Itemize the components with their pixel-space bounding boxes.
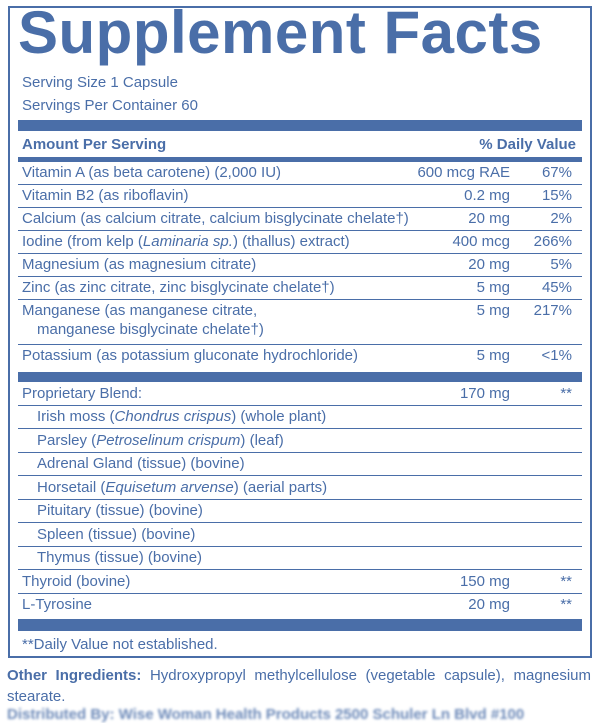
footnote: **Daily Value not established. bbox=[22, 636, 218, 653]
blend-ingredient-row bbox=[10, 406, 590, 429]
latin-name: Petroselinum crispum bbox=[96, 431, 241, 449]
blend-ingredient-row bbox=[10, 453, 590, 476]
nutrient-row bbox=[10, 208, 590, 231]
ingredient-amount: 150 mg bbox=[459, 572, 510, 590]
name-text: Horsetail ( bbox=[37, 478, 106, 496]
name-text: Adrenal Gland (tissue) (bovine) bbox=[37, 455, 245, 472]
other-ingredients-label: Other Ingredients: bbox=[7, 667, 142, 684]
nutrient-row bbox=[10, 231, 590, 254]
name-text: Vitamin B2 (as riboflavin) bbox=[22, 187, 189, 204]
nutrient-name bbox=[37, 502, 203, 519]
nutrient-name bbox=[22, 347, 358, 364]
latin-name: Laminaria sp. bbox=[142, 233, 233, 250]
supplement-facts-panel bbox=[8, 0, 592, 658]
nutrient-name bbox=[37, 408, 326, 425]
ingredient-daily-value: ** bbox=[560, 596, 572, 613]
nutrient-amount: 5 mg bbox=[476, 279, 510, 296]
nutrient-row bbox=[10, 300, 590, 345]
name-text-suffix: ) (aerial parts) bbox=[233, 478, 328, 496]
nutrient-row bbox=[10, 162, 590, 185]
name-text: Irish moss ( bbox=[37, 408, 115, 425]
name-text: Manganese (as manganese citrate, bbox=[22, 302, 258, 319]
nutrient-amount: 5 mg bbox=[476, 347, 510, 364]
nutrient-name bbox=[22, 210, 409, 227]
name-text-suffix: ) (whole plant) bbox=[231, 408, 327, 425]
blend-row bbox=[10, 383, 590, 406]
name-text: Pituitary (tissue) (bovine) bbox=[37, 502, 203, 519]
name-text: Calcium (as calcium citrate, calcium bisglycinate chelate†) bbox=[22, 210, 409, 227]
latin-name: Equisetum arvense bbox=[105, 478, 234, 496]
nutrient-daily-value: 67% bbox=[541, 164, 572, 181]
nutrient-amount: 20 mg bbox=[468, 256, 510, 273]
nutrient-amount: 400 mcg bbox=[452, 233, 510, 250]
nutrient-daily-value: 45% bbox=[541, 279, 572, 296]
nutrient-daily-value: <1% bbox=[541, 347, 572, 364]
ingredient-name: L-Tyrosine bbox=[22, 596, 93, 613]
latin-name: Chondrus crispus bbox=[114, 408, 232, 425]
nutrient-amount: 0.2 mg bbox=[464, 187, 510, 204]
nutrient-name bbox=[37, 549, 202, 566]
nutrient-name bbox=[22, 187, 188, 204]
servings-per-container: Servings Per Container 60 bbox=[22, 97, 198, 114]
ingredient-row bbox=[10, 571, 590, 594]
nutrient-name bbox=[22, 256, 256, 273]
blend-ingredient-row bbox=[10, 524, 590, 547]
name-text: Vitamin A (as beta carotene) (2,000 IU) bbox=[22, 164, 282, 181]
ingredient-daily-value: ** bbox=[560, 572, 572, 590]
nutrient-name bbox=[37, 479, 327, 496]
blend-ingredient-row bbox=[10, 500, 590, 523]
nutrient-name bbox=[37, 526, 195, 543]
name-text: Zinc (as zinc citrate, zinc bisglycinate chelate†) bbox=[22, 279, 335, 296]
name-text: Potassium (as potassium gluconate hydrochloride) bbox=[22, 347, 358, 364]
name-text: Parsley ( bbox=[37, 431, 97, 449]
amount-per-serving-header: Amount Per Serving bbox=[22, 136, 167, 153]
distributed-by: Distributed By: Wise Woman Health Products 2500 Schuler Ln Blvd #100 bbox=[7, 706, 525, 723]
other-ingredients-text: Hydroxypropyl methylcellulose (vegetable capsule), magnesium stearate. bbox=[7, 667, 592, 705]
panel-title: Supplement Facts bbox=[18, 0, 543, 66]
daily-value-header: % Daily Value bbox=[479, 136, 576, 153]
ingredient-row bbox=[10, 594, 590, 617]
blend-name: Proprietary Blend: bbox=[22, 385, 143, 402]
nutrient-amount: 600 mcg RAE bbox=[417, 164, 510, 181]
thick-divider-top bbox=[18, 120, 582, 131]
nutrient-amount: 5 mg bbox=[476, 302, 510, 319]
name-text: Magnesium (as magnesium citrate) bbox=[22, 256, 257, 273]
serving-size: Serving Size 1 Capsule bbox=[22, 74, 178, 91]
blend-ingredient-row bbox=[10, 430, 590, 453]
nutrient-row bbox=[10, 345, 590, 368]
nutrient-daily-value: 217% bbox=[533, 302, 572, 319]
nutrient-daily-value: 266% bbox=[533, 233, 572, 250]
nutrient-name bbox=[22, 164, 281, 181]
blend-daily-value: ** bbox=[560, 385, 572, 402]
nutrient-daily-value: 15% bbox=[541, 187, 572, 204]
nutrient-name bbox=[22, 302, 257, 319]
ingredient-name: Thyroid (bovine) bbox=[22, 572, 131, 590]
blend-amount: 170 mg bbox=[459, 385, 510, 402]
name-text-suffix: ) (thallus) extract) bbox=[232, 233, 350, 250]
blend-ingredient-row bbox=[10, 477, 590, 500]
thick-divider-middle bbox=[18, 372, 582, 382]
name-text-suffix: ) (leaf) bbox=[240, 431, 284, 449]
nutrient-name-line2: manganese bisglycinate chelate†) bbox=[37, 321, 264, 338]
nutrient-daily-value: 2% bbox=[550, 210, 572, 227]
thick-divider-bottom bbox=[18, 619, 582, 631]
nutrient-daily-value: 5% bbox=[550, 256, 572, 273]
ingredient-amount: 20 mg bbox=[468, 596, 510, 613]
nutrient-row bbox=[10, 185, 590, 208]
nutrient-name bbox=[22, 279, 335, 296]
nutrient-amount: 20 mg bbox=[468, 210, 510, 227]
nutrient-name bbox=[22, 233, 350, 250]
other-ingredients bbox=[7, 665, 591, 707]
name-text: Spleen (tissue) (bovine) bbox=[37, 525, 196, 543]
nutrient-name bbox=[37, 432, 284, 449]
name-text: Thymus (tissue) (bovine) bbox=[37, 549, 203, 566]
blend-ingredient-row bbox=[10, 547, 590, 570]
nutrient-name bbox=[37, 455, 245, 472]
nutrient-row bbox=[10, 277, 590, 300]
nutrient-row bbox=[10, 254, 590, 277]
name-text: Iodine (from kelp ( bbox=[22, 233, 143, 250]
